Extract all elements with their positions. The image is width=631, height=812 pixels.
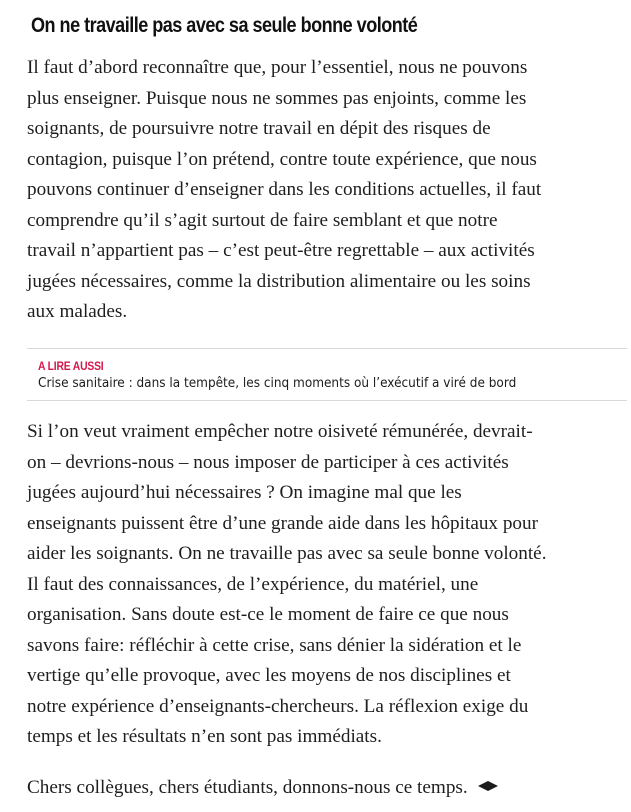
paragraph-line: savons faire: réfléchir à cette crise, sans dénier la sidération et le — [27, 634, 522, 656]
paragraph-3 — [27, 773, 617, 804]
paragraph-line: Si l’on veut vraiment empêcher notre oisiveté rémunérée, devrait- — [27, 421, 533, 442]
paragraph-line: contagion, puisque l’on prétend, contre toute expérience, que nous — [27, 148, 537, 170]
paragraph-line: aux malades. — [27, 301, 128, 322]
paragraph-1 — [27, 53, 617, 328]
paragraph-line: comprendre qu’il s’agit surtout de faire semblant et que notre — [27, 209, 498, 231]
paragraph-line: enseignants puissent être d’une grande aide dans les hôpitaux pour — [27, 512, 538, 534]
paragraph-line: soignants, de poursuivre notre travail en dépit des risques de — [27, 118, 491, 139]
related-article-link[interactable]: Crise sanitaire : dans la tempête, les cinq moments où l’exécutif a viré de bord — [38, 376, 517, 391]
paragraph-line: pouvons continuer d’enseigner dans les conditions actuelles, il faut — [27, 179, 542, 200]
paragraph-2 — [27, 417, 617, 753]
paragraph-line: on – devrions-nous – nous imposer de participer à ces activités — [27, 451, 509, 473]
paragraph-line — [27, 773, 617, 804]
paragraph-line: plus enseigner. Puisque nous ne sommes pas enjoints, comme les — [27, 87, 527, 109]
section-heading: On ne travaille pas avec sa seule bonne volonté — [31, 14, 418, 37]
paragraph-line: jugées aujourd’hui nécessaires ? On imagine mal que les — [27, 482, 462, 503]
paragraph-line: travail n’appartient pas – c’est peut-être regrettable – aux activités — [27, 240, 535, 261]
related-article-box — [27, 348, 627, 401]
paragraph-line: Il faut d’abord reconnaître que, pour l’essentiel, nous ne pouvons — [27, 57, 528, 78]
paragraph-line: Il faut des connaissances, de l’expérience, du matériel, une — [27, 573, 479, 595]
end-of-article-diamond-icon — [478, 771, 498, 802]
paragraph-line: aider les soignants. On ne travaille pas avec sa seule bonne volonté. — [27, 543, 547, 564]
paragraph-line: jugées nécessaires, comme la distribution alimentaire ou les soins — [27, 270, 531, 292]
paragraph-line: organisation. Sans doute est-ce le moment de faire ce que nous — [27, 604, 509, 625]
closing-sentence: Chers collègues, chers étudiants, donnons-nous ce temps. — [27, 777, 468, 798]
related-kicker: A LIRE AUSSI — [38, 361, 104, 373]
paragraph-line: notre expérience d’enseignants-chercheurs. La réflexion exige du — [27, 695, 529, 717]
paragraph-line: vertige qu’elle provoque, avec les moyens de nos disciplines et — [27, 665, 511, 686]
paragraph-line: temps et les résultats n’en sont pas immédiats. — [27, 726, 382, 747]
